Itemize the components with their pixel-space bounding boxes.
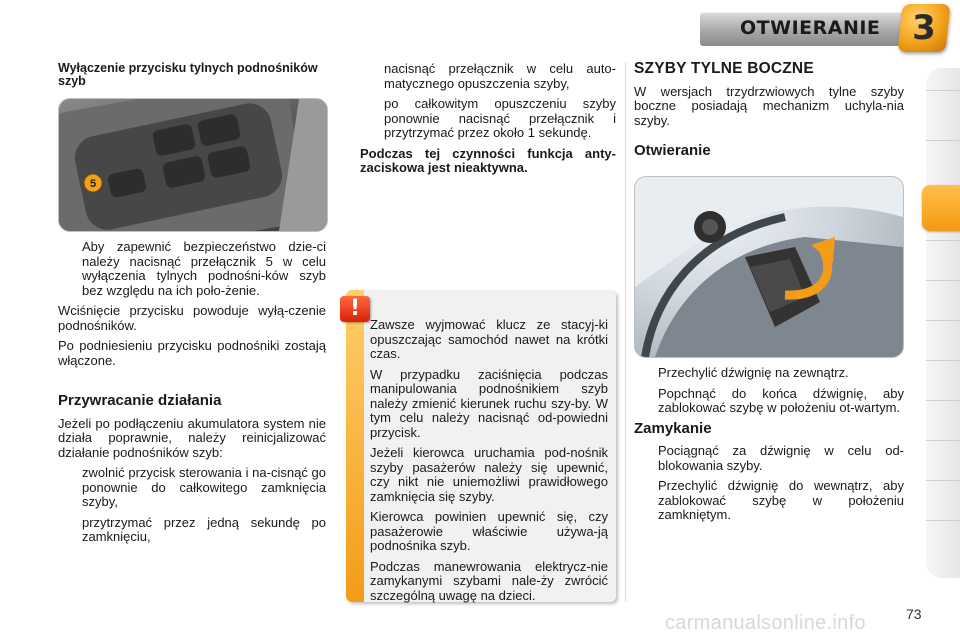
- left-column: [58, 62, 326, 92]
- closing-heading: Zamykanie: [634, 419, 712, 437]
- warning-paragraph: Jeżeli kierowca uruchamia pod-nośnik szyby pasażerów należy się upewnić, czy nikt nie uniemożliwi prawidłowego zamknięcia się szyby.: [370, 445, 608, 504]
- list-item: [360, 62, 616, 91]
- list-item: [634, 444, 904, 473]
- chapter-tab-1[interactable]: [926, 90, 960, 131]
- list-item: [634, 366, 904, 381]
- chapter-tab-3-active[interactable]: [922, 185, 960, 231]
- list-item: [58, 466, 326, 510]
- list-item: [360, 97, 616, 141]
- rear-window-lock-heading: Wyłączenie przycisku tylnych podnośników szyb: [58, 61, 318, 88]
- unlock-effect-text: Po podniesieniu przycisku podnośniki zostają włączone.: [58, 338, 326, 368]
- restore-step: przytrzymać przez jedną sekundę po zamknięciu,: [82, 514, 326, 544]
- rear-side-windows-intro: W wersjach trzydrzwiowych tylne szyby boczne posiadają mechanizm uchyla-nia szyby.: [634, 83, 904, 128]
- bullet-glyph: [58, 516, 82, 545]
- warning-paragraph: W przypadku zaciśnięcia podczas manipulowania podnośnikiem szyb należy zmienić kierunek ruchu szy-by. W tym celu należy nacisnąć od-powiedni przycisk.: [370, 366, 608, 440]
- bullet-glyph: [58, 466, 82, 510]
- lock-effect-text: Wciśnięcie przycisku powoduje wyłą-czenie podnośników.: [58, 303, 326, 333]
- warning-icon: !: [340, 296, 370, 322]
- window-switch-illustration: [59, 99, 327, 231]
- window-latch-illustration: [635, 177, 903, 357]
- restore-step: po całkowitym opuszczeniu szyby ponownie nacisnąć przełącznik i przytrzymać przez około 1 sekundę.: [384, 96, 616, 140]
- bullet-glyph: [360, 97, 384, 141]
- bullet-glyph: [634, 479, 658, 523]
- chapter-tab-7[interactable]: [926, 360, 960, 401]
- chapter-tab-6[interactable]: [926, 320, 960, 361]
- chapter-badge: [897, 4, 950, 52]
- lock-instruction: Aby zapewnić bezpieczeństwo dzie-ci należy nacisnąć przełącznik 5 w celu wyłączenia tylnych podnośni-ków szyb bez względu na ich poło-żenie.: [82, 239, 326, 298]
- bullet-glyph: [360, 62, 384, 91]
- warning-paragraph: Podczas manewrowania elektrycz-nie zamykanymi szybami nale-ży zwrócić szczególną uwagę na dzieci.: [370, 558, 608, 603]
- middle-column: [360, 62, 616, 182]
- bullet-glyph: [634, 366, 658, 381]
- list-item: [634, 479, 904, 523]
- column-divider: [625, 62, 626, 602]
- right-column-body: [634, 366, 904, 529]
- chapter-number: 3: [912, 8, 936, 48]
- restore-step: nacisnąć przełącznik w celu auto-matycznego opuszczenia szyby,: [384, 61, 616, 91]
- switch-5-label: 5: [89, 178, 97, 190]
- list-item: [634, 387, 904, 416]
- warning-stripe: [346, 290, 364, 602]
- warning-paragraph: Zawsze wyjmować klucz ze stacyj-ki opuszczając samochód nawet na krótki czas.: [370, 317, 608, 361]
- rear-side-windows-heading: SZYBY TYLNE BOCZNE: [634, 60, 814, 77]
- right-column: [634, 62, 904, 167]
- chapter-tab-4[interactable]: [926, 240, 960, 281]
- closing-step: Pociągnąć za dźwignię w celu od-blokowania szyby.: [658, 443, 904, 473]
- chapter-tab-2[interactable]: [926, 140, 960, 181]
- closing-step: Przechylić dźwignię do wewnątrz, aby zablokować szybę w położeniu zamkniętym.: [658, 478, 904, 522]
- chapter-tab-9[interactable]: [926, 440, 960, 481]
- warning-text: [370, 318, 608, 609]
- chapter-tab-5[interactable]: [926, 280, 960, 321]
- chapter-title: OTWIERANIE: [740, 17, 881, 39]
- chapter-tab-10[interactable]: [926, 480, 960, 521]
- list-item: [58, 240, 326, 298]
- restore-step: zwolnić przycisk sterowania i na-cisnąć go ponownie do całkowitego zamknięcia szyby,: [82, 465, 326, 509]
- list-item: [58, 516, 326, 545]
- warning-paragraph: Kierowca powinien upewnić się, czy pasażerowie właściwie używa-ją podnośnika szyb.: [370, 509, 608, 553]
- left-column-body: [58, 240, 326, 551]
- opening-heading: Otwieranie: [634, 142, 711, 159]
- watermark: carmanualsonline.info: [665, 612, 866, 634]
- window-switch-photo: [58, 98, 328, 232]
- chapter-tab-11[interactable]: [926, 520, 960, 561]
- chapter-tab-8[interactable]: [926, 400, 960, 441]
- restore-heading: Przywracanie działania: [58, 392, 222, 409]
- opening-step: Popchnąć do końca dźwignię, aby zablokować szybę w położeniu ot-wartym.: [658, 385, 904, 415]
- bullet-glyph: [634, 387, 658, 416]
- bullet-glyph: [634, 444, 658, 473]
- opening-step: Przechylić dźwignię na zewnątrz.: [658, 365, 849, 380]
- anti-pinch-note: Podczas tej czynności funkcja anty-zaciskowa jest nieaktywna.: [360, 145, 616, 175]
- window-latch-photo: [634, 176, 904, 358]
- page-number: 73: [906, 606, 922, 622]
- bullet-glyph: [58, 240, 82, 298]
- restore-intro: Jeżeli po podłączeniu akumulatora system nie działa poprawnie, należy reinicjalizować działanie podnośników szyb:: [58, 415, 326, 460]
